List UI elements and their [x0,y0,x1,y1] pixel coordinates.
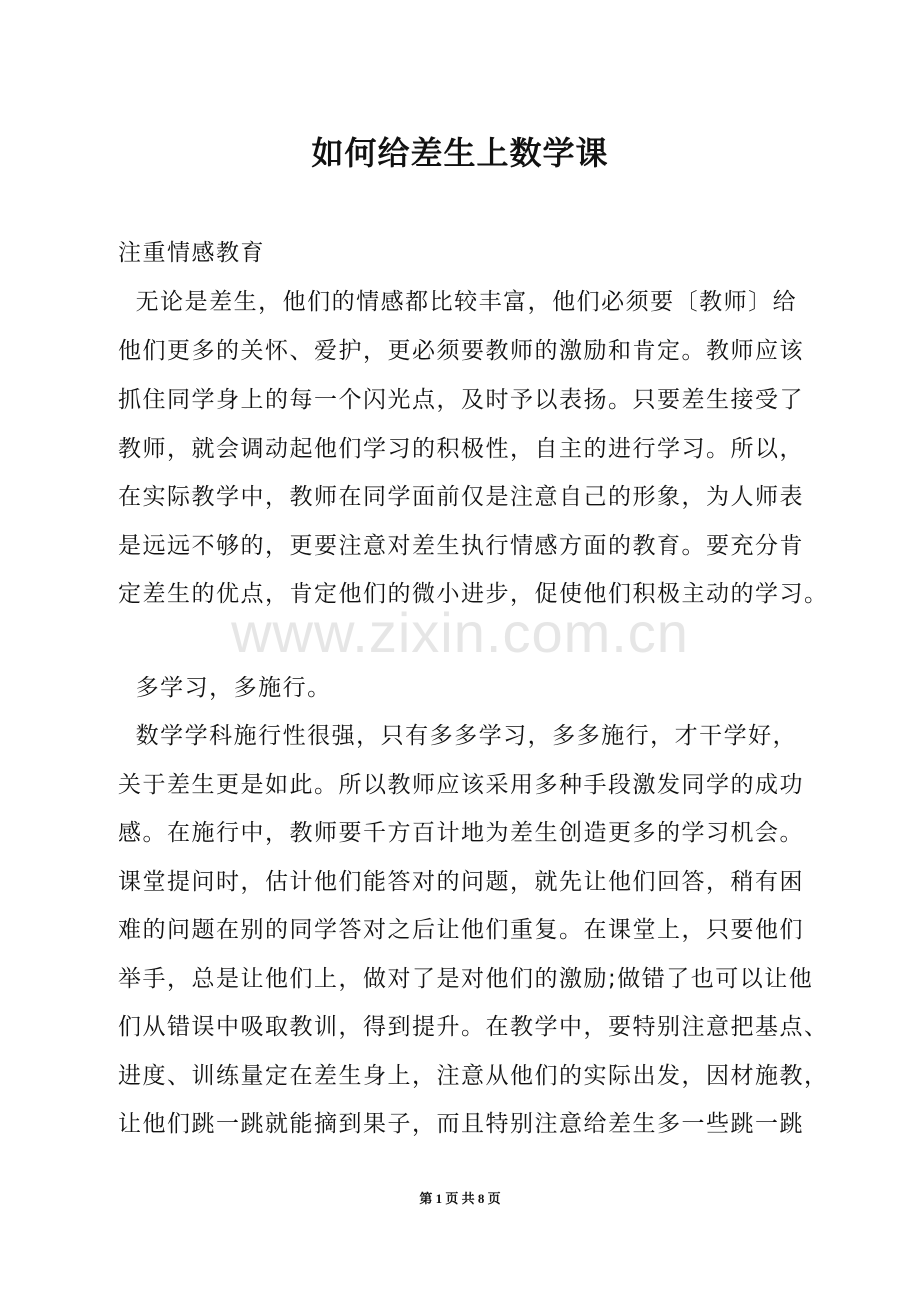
paragraph-line: 举手，总是让他们上，做对了是对他们的激励;做错了也可以让他 [118,966,814,992]
paragraph-line: 课堂提问时，估计他们能答对的问题，就先让他们回答，稍有困 [118,869,804,895]
section-heading: 多学习，多施行。 [118,675,332,701]
paragraph-line: 关于差生更是如此。所以教师应该采用多种手段激发同学的成功 [118,772,804,798]
document-title: 如何给差生上数学课 [311,134,609,172]
paragraph-line: 定差生的优点，肯定他们的微小进步，促使他们积极主动的学习。 [118,581,829,607]
paragraph-line: 在实际教学中，教师在同学面前仅是注意自己的形象，为人师表 [118,484,804,510]
page-footer: 第 1 页 共 8 页 [419,1191,501,1206]
paragraph-line: 是远远不够的，更要注意对差生执行情感方面的教育。要充分肯 [118,533,804,559]
section-heading: 注重情感教育 [118,240,265,266]
paragraph-line: 他们更多的关怀、爱护，更必须要教师的激励和肯定。教师应该 [118,338,804,364]
paragraph-line: 进度、训练量定在差生身上，注意从他们的实际出发，因材施教， [118,1063,829,1089]
paragraph-line: 抓住同学身上的每一个闪光点，及时予以表扬。只要差生接受了 [118,387,804,413]
paragraph-line: 让他们跳一跳就能摘到果子，而且特别注意给差生多一些跳一跳 [118,1111,804,1137]
paragraph-line: 难的问题在别的同学答对之后让他们重复。在课堂上，只要他们 [118,917,804,943]
paragraph-line: 无论是差生，他们的情感都比较丰富，他们必须要〔教师〕给 [118,289,798,315]
paragraph-line: 感。在施行中，教师要千方百计地为差生创造更多的学习机会。 [118,820,804,846]
paragraph-line: 教师，就会调动起他们学习的积极性，自主的进行学习。所以， [118,436,804,462]
paragraph-line: 们从错误中吸取教训，得到提升。在教学中，要特别注意把基点、 [118,1014,829,1040]
watermark: www.zixin.com.cn [231,601,689,664]
paragraph-line: 数学学科施行性很强，只有多多学习，多多施行，才干学好， [118,723,798,749]
